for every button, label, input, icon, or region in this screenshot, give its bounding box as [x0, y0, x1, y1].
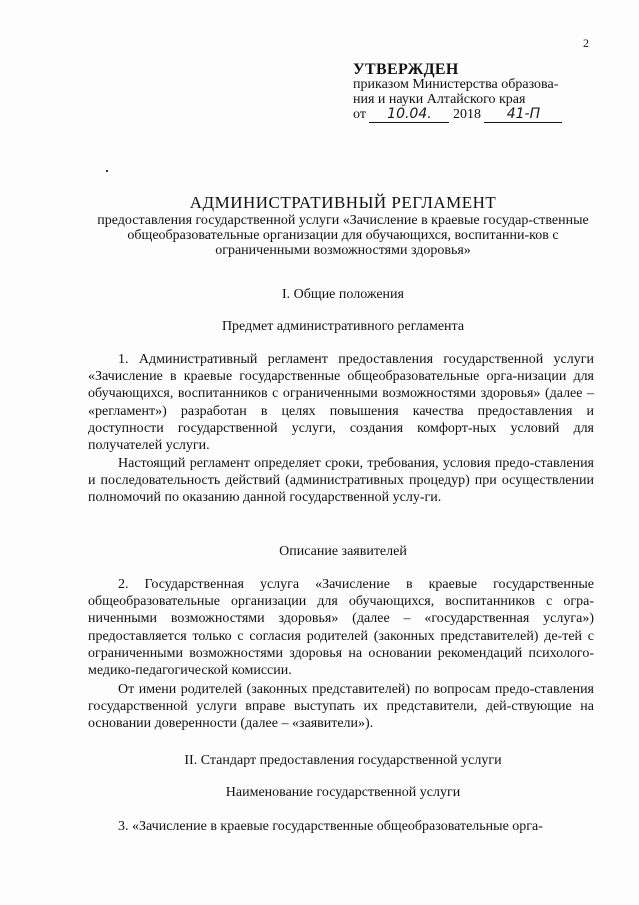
approval-line-1: приказом Министерства образова-	[353, 77, 559, 92]
paragraph-3: 2. Государственная услуга «Зачисление в краевые государственные общеобразовательные организации для обучающихся, воспитанников с огра-ниченными возможностями здоровья» (далее – «государственная услуга») предоставляется только с согласия родителей (законных представителей) де-тей с ограниченными возможностями здоровья на основании рекомендаций психолого-медико-педагогической комиссии.	[88, 577, 594, 679]
document-title: АДМИНИСТРАТИВНЫЙ РЕГЛАМЕНТ	[189, 193, 497, 212]
approval-line-2: ния и науки Алтайского края	[353, 92, 526, 107]
section-1-heading: I. Общие положения	[282, 287, 404, 302]
paragraph-5: 3. «Зачисление в краевые государственные общеобразовательные орга-	[118, 819, 543, 834]
applicants-subheading: Описание заявителей	[279, 544, 407, 559]
section-1-subheading: Предмет административного регламента	[221, 319, 465, 334]
approval-date-line	[353, 107, 593, 123]
paragraph-2: Настоящий регламент определяет сроки, требования, условия предо-ставления и последовательность действий (административных процедур) при осуществлении полномочий по оказанию данной государственной услу-ги.	[88, 456, 594, 506]
approval-year: 2018	[452, 107, 481, 122]
approval-heading: УТВЕРЖДЕН	[353, 61, 459, 78]
document-subtitle: предоставления государственной услуги «Зачисление в краевые государ-ственные общеобразовательные организации для обучающихся, воспитанни-ков с ограниченными возможностями здоровья»	[97, 213, 589, 258]
paragraph-1: 1. Административный регламент предоставления государственной услуги «Зачисление в краевые государственные общеобразовательные орга-низации для обучающихся, воспитанников с ограниченными возможностями здоровья» (далее – «регламент») разработан в целях повышения качества предоставления и доступности государственной услуги, создания комфорт-ных условий для получателей услуги.	[88, 352, 594, 454]
section-2-subheading: Наименование государственной услуги	[225, 785, 461, 800]
handwritten-order-number: 41-П	[484, 107, 562, 123]
handwritten-date: 10.04.	[369, 107, 449, 123]
page-number: 2	[583, 36, 589, 50]
approval-stamp-block	[353, 62, 593, 123]
title-block	[88, 193, 598, 258]
approval-prefix: от	[353, 107, 366, 122]
scan-speck	[106, 170, 108, 172]
paragraph-4: От имени родителей (законных представителей) по вопросам предо-ставления государственной услуги вправе выступать их представители, дей-ствующие на основании доверенности (далее – «заявители»).	[88, 682, 594, 732]
section-2-heading: II. Стандарт предоставления государственной услуги	[184, 753, 502, 768]
